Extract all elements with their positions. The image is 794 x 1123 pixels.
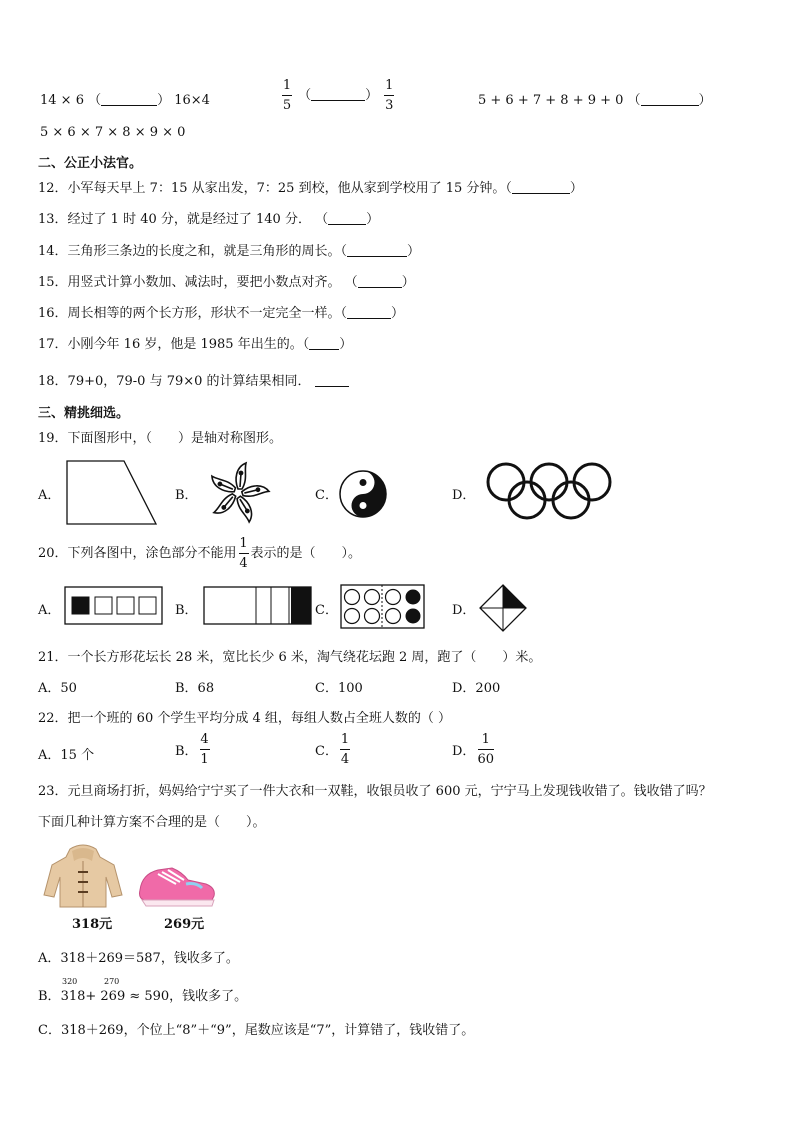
- tf-question-17: 17．小刚今年 16 岁，他是 1985 年出生的。（ ）: [38, 337, 353, 352]
- option-c[interactable]: C． $\frac{1}{4}$: [315, 732, 350, 767]
- tf-question-12: 12．小军每天早上 7：15 从家出发，7：25 到校，他从家到学校用了 15 分钟。（ ）: [38, 181, 583, 196]
- option-label[interactable]: A．: [38, 603, 61, 618]
- tf-question-15: 15．用竖式计算小数加、减法时，要把小数点对齐。 （ ）: [38, 275, 415, 290]
- option-label[interactable]: B．: [175, 488, 198, 503]
- option-label[interactable]: C．: [315, 603, 338, 618]
- shoe-price: 269元: [164, 917, 205, 932]
- option-a[interactable]: A．318＋269＝587，钱收多了。: [38, 951, 239, 966]
- fraction: $\frac{1}{4}$: [340, 732, 350, 767]
- estimate-label-270: 270: [104, 977, 120, 986]
- coat-image: [42, 843, 124, 909]
- answer-blank[interactable]: [347, 244, 407, 257]
- option-label[interactable]: D．: [452, 488, 476, 503]
- yin-yang-icon: [338, 469, 388, 519]
- option-c[interactable]: C．318＋269，个位上“8”＋“9”，尾数应该是“7”，计算错了，钱收错了。: [38, 1023, 475, 1038]
- answer-blank[interactable]: [512, 181, 570, 194]
- answer-blank[interactable]: [347, 306, 391, 319]
- answer-blank[interactable]: [358, 275, 402, 288]
- question-19-stem: 19．下面图形中，（ ）是轴对称图形。: [38, 431, 283, 446]
- tf-question-14: 14．三角形三条边的长度之和，就是三角形的周长。（ ）: [38, 244, 421, 259]
- unequal-strips-figure: [203, 586, 313, 626]
- trapezoid-shape: [66, 460, 161, 526]
- answer-blank[interactable]: [315, 374, 349, 387]
- question-21-stem: 21．一个长方形花坛长 28 米，宽比长少 6 米，淘气绕花坛跑 2 周，跑了（ ）米。: [38, 650, 542, 665]
- question-23-stem: 23．元旦商场打折，妈妈给宁宁买了一件大衣和一双鞋，收银员收了 600 元，宁宁马上发现钱收错了。钱收错了吗？: [38, 784, 712, 799]
- question-22-stem: 22．把一个班的 60 个学生平均分成 4 组，每组人数占全班人数的（ ）: [38, 711, 452, 726]
- compare-right-text: ） 16×4: [157, 93, 210, 108]
- option-b[interactable]: B．318+ 269 ≈ 590，钱收多了。: [38, 989, 248, 1004]
- fraction: $\frac{1}{5}$: [282, 78, 292, 113]
- fraction: $\frac{1}{4}$: [239, 536, 248, 571]
- question-20-stem: 20．下列各图中，涂色部分不能用 $\frac{1}{4}$ 表示的是（ ）。: [38, 536, 362, 571]
- shoe-image: [136, 860, 218, 910]
- answer-blank[interactable]: [309, 337, 339, 350]
- compare-item-2: $\frac{1}{5}$ （ ） $\frac{1}{3}$: [282, 78, 394, 113]
- section-heading: 二、公正小法官。: [38, 156, 143, 171]
- compare-left-text: 14 × 6 （: [40, 93, 102, 108]
- coat-price: 318元: [72, 917, 113, 932]
- section-heading: 三、精挑细选。: [38, 406, 130, 421]
- four-squares-figure: [64, 586, 164, 626]
- option-label[interactable]: D．: [452, 603, 476, 618]
- estimate-label-320: 320: [62, 977, 78, 986]
- option-label[interactable]: A．: [38, 488, 61, 503]
- answer-blank[interactable]: [641, 93, 699, 106]
- option-b[interactable]: B． $\frac{4}{1}$: [175, 732, 209, 767]
- circles-grid-figure: [340, 584, 426, 630]
- fraction: $\frac{4}{1}$: [200, 732, 209, 767]
- option-c[interactable]: C．100: [315, 681, 363, 696]
- bauhinia-flower-icon: [204, 460, 272, 526]
- compare-item-3: 5 + 6 + 7 + 8 + 9 + 0 （ ）: [478, 93, 712, 108]
- option-a[interactable]: A．50: [38, 681, 77, 696]
- tf-question-18: 18．79+0，79-0 与 79×0 的计算结果相同．: [38, 370, 349, 389]
- question-23-stem-line2: 下面几种计算方案不合理的是（ ）。: [38, 815, 266, 830]
- tf-question-13: 13．经过了 1 时 40 分，就是经过了 140 分． （ ）: [38, 212, 380, 227]
- option-d[interactable]: D．200: [452, 681, 501, 696]
- option-label[interactable]: B．: [175, 603, 198, 618]
- olympic-rings-icon: [485, 460, 615, 524]
- answer-blank[interactable]: [101, 93, 157, 106]
- compare-item-4: 5 × 6 × 7 × 8 × 9 × 0: [40, 125, 186, 140]
- option-b[interactable]: B．68: [175, 681, 215, 696]
- option-d[interactable]: D． $\frac{1}{60}$: [452, 732, 494, 767]
- compare-item-1: [40, 89, 210, 108]
- fraction: $\frac{1}{60}$: [477, 732, 494, 767]
- diamond-figure: [479, 584, 529, 632]
- tf-question-16: 16．周长相等的两个长方形，形状不一定完全一样。（ ）: [38, 306, 405, 321]
- option-label[interactable]: C．: [315, 488, 338, 503]
- option-a[interactable]: A．15 个: [38, 748, 95, 763]
- answer-blank[interactable]: [328, 212, 366, 225]
- answer-blank[interactable]: [311, 88, 365, 101]
- fraction: $\frac{1}{3}$: [385, 78, 394, 113]
